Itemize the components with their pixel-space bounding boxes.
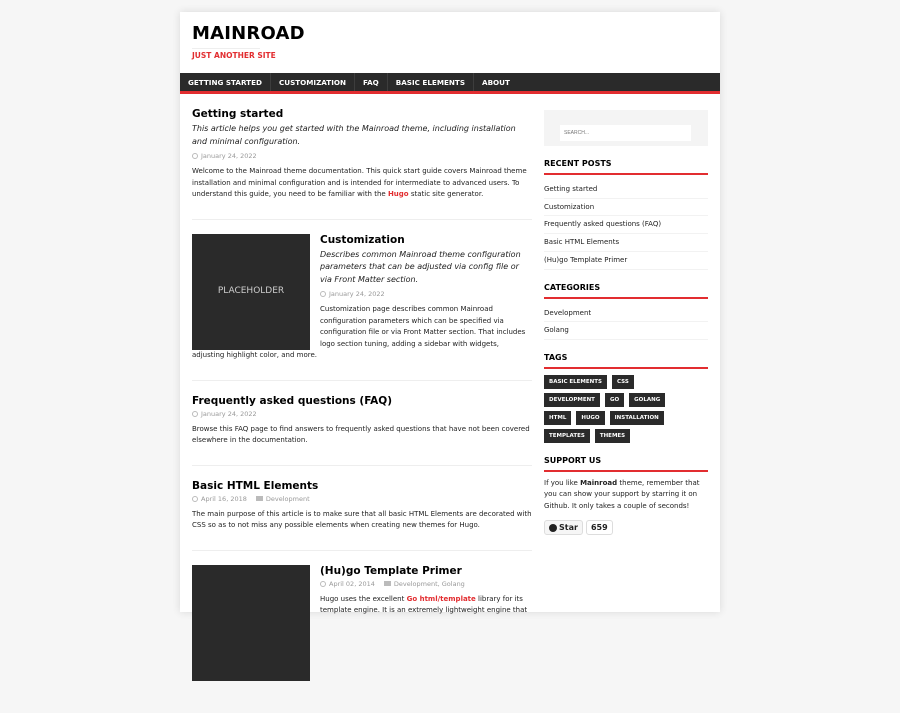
recent-posts-list (544, 181, 708, 270)
post-lead: This article helps you get started with the Mainroad theme, including installation and minimal configuration. (192, 124, 516, 146)
post-date: April 16, 2018 (201, 494, 247, 503)
recent-post-link[interactable]: Frequently asked questions (FAQ) (544, 216, 708, 234)
post-title[interactable]: Customization (320, 233, 405, 246)
tag-link[interactable]: TEMPLATES (544, 429, 590, 443)
widget-title: CATEGORIES (544, 283, 708, 299)
categories-list (544, 305, 708, 340)
post-item (192, 234, 532, 381)
tag-link[interactable]: THEMES (595, 429, 630, 443)
clock-icon (192, 153, 198, 159)
support-bold: Mainroad (580, 478, 618, 487)
star-label: Star (559, 523, 578, 533)
post-title[interactable]: Basic HTML Elements (192, 479, 319, 492)
post-item (192, 108, 532, 220)
github-icon (549, 524, 557, 532)
post-category[interactable]: Development, Golang (393, 579, 465, 588)
post-excerpt (192, 166, 532, 201)
site-logo[interactable]: MAINROAD (192, 23, 305, 44)
clock-icon (320, 581, 326, 587)
nav-customization[interactable]: CUSTOMIZATION (271, 73, 355, 91)
support-text-part: If you like (544, 478, 581, 487)
post-title[interactable]: Frequently asked questions (FAQ) (192, 394, 393, 407)
tag-link[interactable]: GOLANG (629, 393, 665, 407)
post-list (192, 108, 532, 713)
nav-about[interactable]: ABOUT (482, 78, 510, 87)
github-star-widget (544, 520, 708, 535)
post-category[interactable]: Development (265, 494, 310, 503)
clock-icon (192, 496, 198, 502)
tag-link[interactable]: GO (605, 393, 624, 407)
tag-link[interactable]: DEVELOPMENT (544, 393, 600, 407)
tag-link[interactable]: HUGO (576, 411, 604, 425)
widget-title: TAGS (544, 353, 708, 369)
sidebar (544, 110, 708, 535)
post-date: January 24, 2022 (201, 152, 257, 160)
post-title[interactable]: (Hu)go Template Primer (320, 564, 462, 577)
tag-link[interactable]: INSTALLATION (610, 411, 664, 425)
post-date: January 24, 2022 (201, 409, 257, 418)
category-link[interactable]: Golang (544, 322, 708, 340)
main-nav (180, 73, 720, 94)
widget-title: SUPPORT US (544, 456, 708, 472)
post-item (192, 395, 532, 466)
excerpt-text: Welcome to the Mainroad theme documentation. This quick start guide covers Mainroad theme installation and minimal configuration and is intended for intermediate to advanced users. To understand this guide, you need to be familiar with the (192, 167, 527, 198)
site-tagline: JUST ANOTHER SITE (192, 51, 276, 60)
excerpt-text: static site generator. (408, 190, 484, 198)
post-thumbnail[interactable] (192, 565, 310, 681)
logo-divider (192, 48, 260, 49)
nav-faq[interactable]: FAQ (355, 73, 388, 91)
recent-post-link[interactable]: Customization (544, 199, 708, 217)
tag-cloud (544, 375, 694, 443)
tag-link[interactable]: CSS (612, 375, 634, 389)
clock-icon (192, 411, 198, 417)
folder-icon (256, 496, 263, 501)
clock-icon (320, 291, 326, 297)
post-date: January 24, 2022 (329, 290, 385, 298)
nav-getting-started[interactable]: GETTING STARTED (180, 73, 271, 91)
github-star-button[interactable] (544, 520, 583, 535)
post-lead: Describes common Mainroad theme configuration parameters that can be adjusted via config file or via Front Matter section. (320, 249, 521, 284)
recent-post-link[interactable]: Getting started (544, 181, 708, 199)
page-container (180, 12, 720, 612)
post-item (192, 565, 532, 699)
post-excerpt: Customization page describes common Mainroad configuration parameters which can be specified via configuration file or via Front Matter section. That includes logo section tuning, adding a sidebar with widgets, adjusting highlight color, and more. (192, 305, 526, 359)
post-excerpt: Browse this FAQ page to find answers to frequently asked questions that have not been covered elsewhere in the documentation. (192, 424, 530, 444)
support-text-part: theme, remember that you can show your support by starring it on Github. It only takes a couple of seconds! (544, 478, 700, 510)
star-count[interactable]: 659 (586, 520, 613, 535)
excerpt-text: Hugo uses the excellent (320, 594, 407, 603)
search-input[interactable] (560, 125, 691, 141)
support-text (544, 478, 708, 513)
post-item (192, 480, 532, 551)
recent-post-link[interactable]: (Hu)go Template Primer (544, 252, 708, 270)
post-date: April 02, 2014 (329, 579, 375, 588)
excerpt-text: library for its template engine. It is an extremely lightweight engine that (320, 594, 528, 614)
tag-link[interactable]: BASIC ELEMENTS (544, 375, 607, 389)
category-link[interactable]: Development (544, 305, 708, 323)
post-thumbnail[interactable]: PLACEHOLDER (192, 234, 310, 350)
post-title[interactable]: Getting started (192, 108, 284, 120)
tag-link[interactable]: HTML (544, 411, 571, 425)
search-widget (544, 110, 708, 146)
go-template-link[interactable]: Go html/template (406, 594, 476, 603)
recent-post-link[interactable]: Basic HTML Elements (544, 234, 708, 252)
folder-icon (384, 581, 391, 586)
widget-title: RECENT POSTS (544, 159, 708, 175)
hugo-link[interactable]: Hugo (387, 190, 409, 198)
nav-basic-elements[interactable]: BASIC ELEMENTS (388, 73, 474, 91)
post-excerpt: The main purpose of this article is to make sure that all basic HTML Elements are decorated with CSS so as to not miss any possible elements when creating new themes for Hugo. (192, 509, 532, 529)
